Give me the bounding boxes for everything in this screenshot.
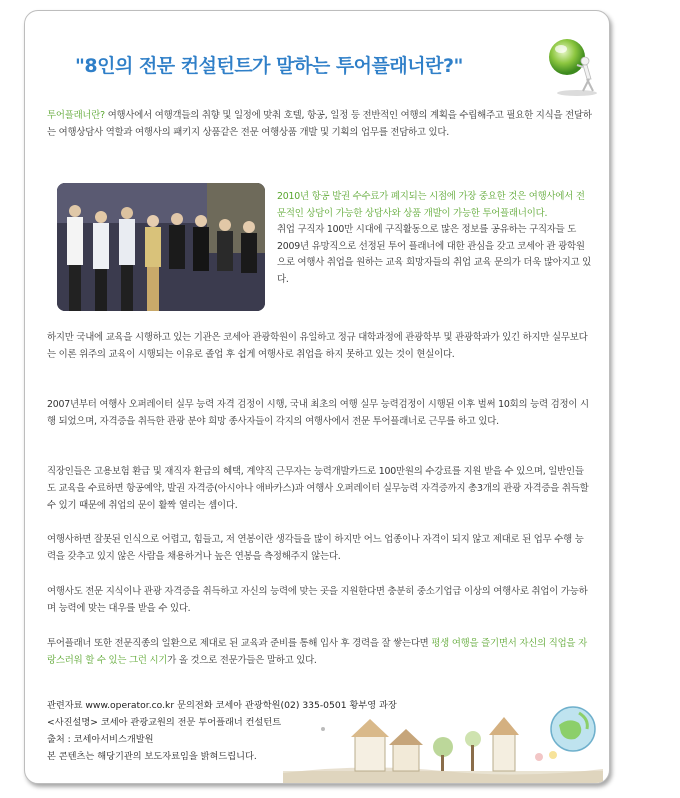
article-card	[24, 10, 610, 784]
paragraph-3: 직장인들은 고용보험 환급 및 재직자 환급의 혜택, 계약직 근무자는 능력개발카드로 100만원의 수강료를 지원 받을 수 있으며, 일반인들도 교육을 수료하면 항공예약, 발권 자격증(아시아나 애바카스)과 여행사 오퍼레이터 실무능력 자격증까지 총3개의 관광 자격증을 취득할 수 있기 때문에 취업의 문이 활짝 열리는 셈이다.	[47, 466, 589, 511]
intro-highlight: 투어플래너란?	[47, 110, 105, 121]
source-line: 관련자료 www.operator.co.kr 문의전화 코세아 관광학원(02) 335-0501 황부영 과장	[47, 700, 397, 711]
paragraph-2: 2007년부터 여행사 오퍼레이터 실무 능력 자격 검정이 시행, 국내 최초의 여행 실무 능력검정이 시행된 이후 벌써 10회의 능력 검정이 시행 되었으며, 자격증을 취득한 관광 분야 희망 종사자들이 각지의 여행사에서 전문 투어플래너로 근무를 하고 있다.	[47, 399, 589, 427]
source-credit-line: 출처 : 코세아서비스개발원	[47, 734, 154, 745]
globe-person-icon	[543, 35, 605, 97]
intro-text: 여행사에서 여행객들의 취향 및 일정에 맞춰 호텔, 항공, 일정 등 전반적인 여행의 계획을 수립해주고 필요한 지식을 전달하는 여행상담사 역할과 여행사의 패키지 상품같은 전문 여행상품 개발 및 기획의 업무를 전담하고 있다.	[47, 110, 592, 138]
photo-caption-line: <사진설명> 코세아 관광교원의 전문 투어플래너 컨설턴트	[47, 717, 282, 728]
closing-highlight: 평생 여행을 즐기면서 자신의 직업을 자랑스러워 할 수 있는 그런 시기	[47, 638, 587, 666]
notice-line: 본 콘텐츠는 해당기관의 보도자료임을 밝혀드립니다.	[47, 751, 257, 762]
source-info	[47, 697, 397, 765]
paragraph-4: 여행사하면 잘못된 인식으로 어렵고, 힘들고, 저 연봉이란 생각들을 많이 하지만 어느 업종이나 자격이 되지 않고 제대로 된 업무 수행 능력을 갖추고 있지 않은 사람을 채용하거나 높은 연봉을 측정해주지 않는다.	[47, 534, 584, 562]
photo-caption-text	[277, 189, 591, 289]
closing-tail: 가 올 것으로 전문가들은 말하고 있다.	[167, 655, 317, 666]
closing-paragraph	[47, 635, 592, 669]
group-photo	[57, 183, 265, 311]
closing-text: 투어플래너 또한 전문직종의 일환으로 제대로 된 교육과 준비를 통해 입사 후 경력을 잘 쌓는다면	[47, 638, 432, 649]
side-highlight: 2010년 항공 발권 수수료가 폐지되는 시점에 가장 중요한 것은 여행사에서 전문적인 상담이 가능한 상담사와 상품 개발이 가능한 투어플래너이다.	[277, 191, 585, 219]
page-title: "8인의 전문 컨설턴트가 말하는 투어플래너란?"	[75, 55, 463, 77]
side-body: 취업 구직자 100만 시대에 구직활동으로 많은 정보를 공유하는 구직자들 도 2009년 유망직으로 선정된 투어 플래너에 대한 관심을 갖고 코세아 관 광학원으로 여행사 취업을 원하는 교육 희망자들의 취업 교육 문의가 더욱 많아지고 있다.	[277, 224, 591, 285]
paragraph-5: 여행사도 전문 지식이나 관광 자격증을 취득하고 자신의 능력에 맞는 곳을 지원한다면 충분히 중소기업급 이상의 여행사로 취업이 가능하며 능력에 맞는 대우를 받을 수 있다.	[47, 586, 588, 614]
paragraph-1: 하지만 국내에 교육을 시행하고 있는 기관은 코세아 관광학원이 유일하고 정규 대학과정에 관광학부 및 관광학과가 있긴 하지만 실무보다는 이론 위주의 교육이 시행되는 이유로 졸업 후 쉽게 여행사로 취업을 하지 못하고 있는 것이 현실이다.	[47, 332, 588, 360]
intro-paragraph	[47, 107, 592, 141]
